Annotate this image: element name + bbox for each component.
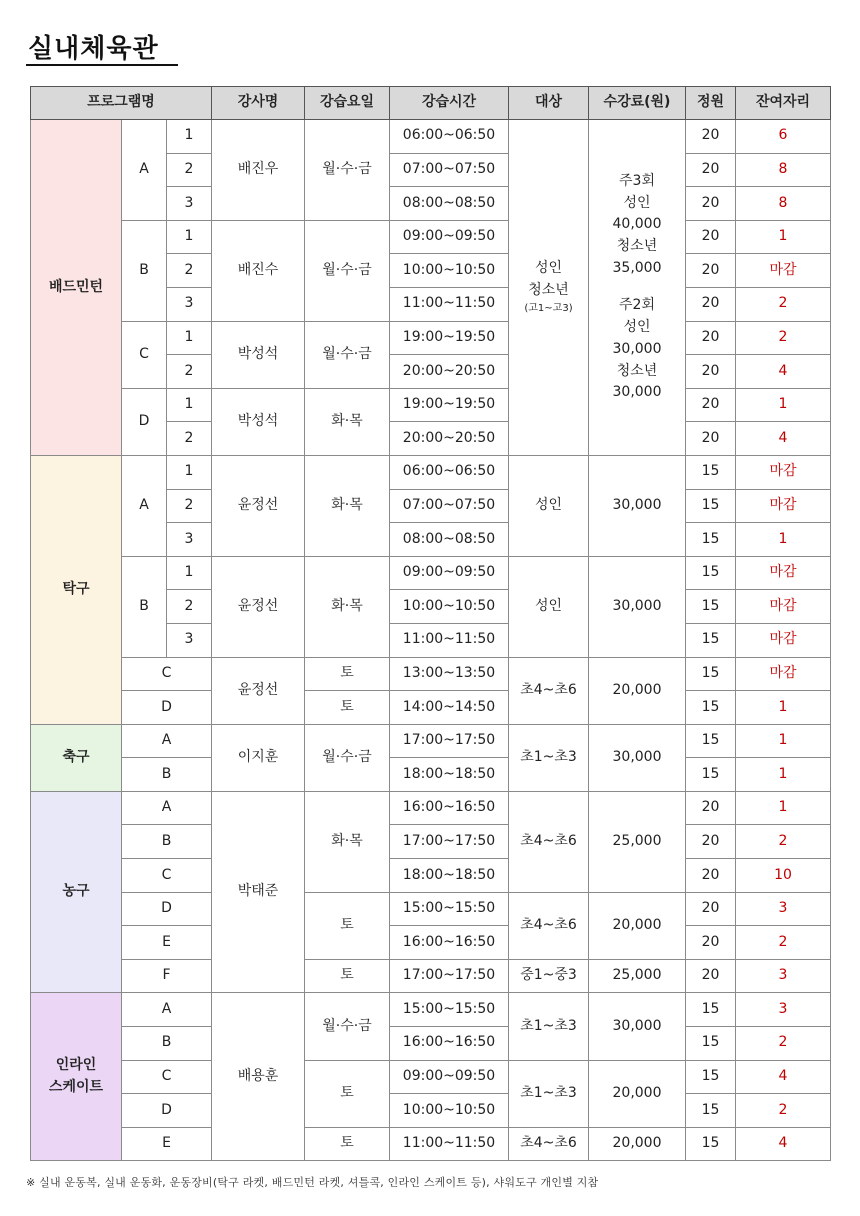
capacity: 15	[686, 590, 736, 624]
class-label: D	[122, 892, 212, 926]
session-no: 2	[167, 422, 212, 456]
header-time: 강습시간	[390, 87, 509, 120]
target: 초1~초3	[509, 1060, 589, 1127]
days: 토	[305, 959, 390, 993]
days: 월·수·금	[305, 120, 390, 221]
remaining: 2	[736, 321, 831, 355]
remaining: 2	[736, 825, 831, 859]
table-row	[31, 724, 831, 758]
capacity: 20	[686, 120, 736, 154]
fee-line: 30,000	[612, 340, 662, 357]
class-label: C	[122, 1060, 212, 1094]
remaining: 8	[736, 153, 831, 187]
remaining: 4	[736, 355, 831, 389]
target: 초1~초3	[509, 993, 589, 1060]
fee-line: 주3회	[619, 173, 655, 190]
time: 18:00~18:50	[390, 758, 509, 792]
table-row	[31, 791, 831, 825]
days: 화·목	[305, 556, 390, 657]
class-label: A	[122, 724, 212, 758]
class-label: E	[122, 1127, 212, 1161]
target: 초4~초6	[509, 791, 589, 892]
instructor: 윤정선	[212, 657, 305, 724]
time: 11:00~11:50	[390, 623, 509, 657]
sport-tabletennis: 탁구	[31, 455, 122, 724]
remaining: 2	[736, 926, 831, 960]
class-label: B	[122, 1027, 212, 1061]
session-no: 2	[167, 489, 212, 523]
page-title: 실내체육관	[28, 34, 159, 64]
class-label: D	[122, 691, 212, 725]
fee-line: 성인	[623, 194, 651, 211]
title-underline	[26, 64, 178, 66]
capacity: 15	[686, 724, 736, 758]
class-label: A	[122, 455, 167, 556]
fee: 25,000	[589, 791, 686, 892]
time: 17:00~17:50	[390, 959, 509, 993]
capacity: 20	[686, 926, 736, 960]
fee: 20,000	[589, 892, 686, 959]
table-row	[31, 1060, 831, 1094]
days: 월·수·금	[305, 321, 390, 388]
session-no: 1	[167, 388, 212, 422]
fee-line: 청소년	[616, 362, 658, 379]
session-no: 2	[167, 153, 212, 187]
fee	[589, 120, 686, 456]
instructor: 윤정선	[212, 556, 305, 657]
target-line: 성인	[534, 260, 563, 277]
table-row	[31, 825, 831, 859]
fee: 20,000	[589, 1127, 686, 1161]
table-row	[31, 321, 831, 355]
class-label: B	[122, 220, 167, 321]
capacity: 15	[686, 1094, 736, 1128]
sport-basketball: 농구	[31, 791, 122, 993]
target: 초4~초6	[509, 1127, 589, 1161]
days: 화·목	[305, 791, 390, 892]
session-no: 1	[167, 321, 212, 355]
remaining: 마감	[736, 556, 831, 590]
time: 10:00~10:50	[390, 1094, 509, 1128]
table-row	[31, 220, 831, 254]
table-row	[31, 388, 831, 422]
table-row	[31, 926, 831, 960]
capacity: 20	[686, 220, 736, 254]
time: 10:00~10:50	[390, 590, 509, 624]
remaining: 2	[736, 1027, 831, 1061]
capacity: 15	[686, 556, 736, 590]
time: 19:00~19:50	[390, 388, 509, 422]
time: 07:00~07:50	[390, 489, 509, 523]
time: 09:00~09:50	[390, 1060, 509, 1094]
class-label: E	[122, 926, 212, 960]
header-days: 강습요일	[305, 87, 390, 120]
instructor: 배용훈	[212, 993, 305, 1161]
instructor: 박성석	[212, 388, 305, 455]
capacity: 20	[686, 791, 736, 825]
class-label: C	[122, 321, 167, 388]
capacity: 20	[686, 892, 736, 926]
capacity: 15	[686, 523, 736, 557]
capacity: 20	[686, 388, 736, 422]
table-row	[31, 120, 831, 154]
fee: 30,000	[589, 724, 686, 791]
fee-line: 40,000	[612, 216, 662, 233]
capacity: 15	[686, 1127, 736, 1161]
table-row	[31, 859, 831, 893]
session-no: 1	[167, 455, 212, 489]
time: 08:00~08:50	[390, 523, 509, 557]
fee-line: 청소년	[616, 238, 658, 255]
table-row	[31, 1127, 831, 1161]
fee: 30,000	[589, 455, 686, 556]
time: 06:00~06:50	[390, 120, 509, 154]
fee-spacer	[589, 279, 685, 295]
remaining: 1	[736, 220, 831, 254]
table-row	[31, 993, 831, 1027]
target: 초4~초6	[509, 892, 589, 959]
footnote: ※ 실내 운동복, 실내 운동화, 운동장비(탁구 라켓, 배드민턴 라켓, 셔틀콕, 인라인 스케이트 등), 샤워도구 개인별 지참	[26, 1176, 599, 1189]
capacity: 20	[686, 859, 736, 893]
target: 성인	[509, 455, 589, 556]
capacity: 20	[686, 422, 736, 456]
days: 월·수·금	[305, 993, 390, 1060]
table-row	[31, 758, 831, 792]
days: 화·목	[305, 388, 390, 455]
sport-skate	[31, 993, 122, 1161]
instructor: 배진수	[212, 220, 305, 321]
days: 토	[305, 892, 390, 959]
remaining: 마감	[736, 254, 831, 288]
class-label: C	[122, 859, 212, 893]
sport-badminton: 배드민턴	[31, 120, 122, 456]
time: 16:00~16:50	[390, 926, 509, 960]
session-no: 3	[167, 523, 212, 557]
time: 16:00~16:50	[390, 1027, 509, 1061]
target: 초1~초3	[509, 724, 589, 791]
capacity: 15	[686, 489, 736, 523]
class-label: B	[122, 758, 212, 792]
remaining: 마감	[736, 623, 831, 657]
remaining: 마감	[736, 657, 831, 691]
table-row	[31, 1027, 831, 1061]
capacity: 15	[686, 993, 736, 1027]
fee-line: 35,000	[612, 259, 662, 276]
header-target: 대상	[509, 87, 589, 120]
capacity: 20	[686, 825, 736, 859]
class-label: B	[122, 825, 212, 859]
target-line: (고1~고3)	[524, 303, 573, 315]
time: 20:00~20:50	[390, 355, 509, 389]
class-label: C	[122, 657, 212, 691]
class-label: A	[122, 993, 212, 1027]
time: 17:00~17:50	[390, 724, 509, 758]
header-fee: 수강료(원)	[589, 87, 686, 120]
capacity: 15	[686, 691, 736, 725]
class-label: D	[122, 1094, 212, 1128]
capacity: 15	[686, 623, 736, 657]
time: 09:00~09:50	[390, 220, 509, 254]
target-line: 청소년	[528, 281, 569, 298]
sport-skate-line: 스케이트	[48, 1078, 104, 1095]
capacity: 15	[686, 455, 736, 489]
capacity: 20	[686, 187, 736, 221]
time: 19:00~19:50	[390, 321, 509, 355]
session-no: 3	[167, 287, 212, 321]
table-row	[31, 691, 831, 725]
capacity: 15	[686, 1060, 736, 1094]
days: 월·수·금	[305, 220, 390, 321]
days: 월·수·금	[305, 724, 390, 791]
time: 07:00~07:50	[390, 153, 509, 187]
time: 06:00~06:50	[390, 455, 509, 489]
remaining: 10	[736, 859, 831, 893]
days: 토	[305, 1060, 390, 1127]
remaining: 2	[736, 1094, 831, 1128]
fee: 20,000	[589, 657, 686, 724]
remaining: 마감	[736, 489, 831, 523]
time: 18:00~18:50	[390, 859, 509, 893]
table-row	[31, 657, 831, 691]
session-no: 2	[167, 254, 212, 288]
remaining: 6	[736, 120, 831, 154]
remaining: 1	[736, 758, 831, 792]
session-no: 2	[167, 355, 212, 389]
capacity: 20	[686, 153, 736, 187]
capacity: 20	[686, 287, 736, 321]
class-label: A	[122, 120, 167, 221]
remaining: 1	[736, 388, 831, 422]
header-instructor: 강사명	[212, 87, 305, 120]
time: 15:00~15:50	[390, 892, 509, 926]
instructor: 윤정선	[212, 455, 305, 556]
fee-line: 주2회	[619, 297, 655, 314]
remaining: 마감	[736, 455, 831, 489]
session-no: 1	[167, 120, 212, 154]
fee: 20,000	[589, 1060, 686, 1127]
class-label: D	[122, 388, 167, 455]
class-label: A	[122, 791, 212, 825]
table-row	[31, 892, 831, 926]
header-row	[31, 87, 831, 120]
session-no: 2	[167, 590, 212, 624]
time: 08:00~08:50	[390, 187, 509, 221]
time: 15:00~15:50	[390, 993, 509, 1027]
time: 11:00~11:50	[390, 287, 509, 321]
remaining: 3	[736, 959, 831, 993]
instructor: 이지훈	[212, 724, 305, 791]
time: 13:00~13:50	[390, 657, 509, 691]
table-row	[31, 455, 831, 489]
remaining: 1	[736, 724, 831, 758]
instructor: 박성석	[212, 321, 305, 388]
days: 토	[305, 657, 390, 691]
table-row	[31, 556, 831, 590]
table-row	[31, 959, 831, 993]
class-label: F	[122, 959, 212, 993]
table-row	[31, 1094, 831, 1128]
remaining: 3	[736, 993, 831, 1027]
days: 화·목	[305, 455, 390, 556]
remaining: 4	[736, 1127, 831, 1161]
instructor: 배진우	[212, 120, 305, 221]
remaining: 3	[736, 892, 831, 926]
capacity: 20	[686, 254, 736, 288]
days: 토	[305, 1127, 390, 1161]
header-capacity: 정원	[686, 87, 736, 120]
capacity: 15	[686, 758, 736, 792]
time: 17:00~17:50	[390, 825, 509, 859]
remaining: 1	[736, 691, 831, 725]
remaining: 4	[736, 1060, 831, 1094]
capacity: 15	[686, 1027, 736, 1061]
target	[509, 120, 589, 456]
target: 중1~중3	[509, 959, 589, 993]
fee: 25,000	[589, 959, 686, 993]
sport-skate-line: 인라인	[55, 1057, 97, 1074]
header-program: 프로그램명	[31, 87, 212, 120]
remaining: 마감	[736, 590, 831, 624]
remaining: 8	[736, 187, 831, 221]
session-no: 1	[167, 556, 212, 590]
remaining: 1	[736, 791, 831, 825]
fee: 30,000	[589, 556, 686, 657]
session-no: 1	[167, 220, 212, 254]
schedule-table	[30, 86, 831, 1161]
target: 초4~초6	[509, 657, 589, 724]
capacity: 20	[686, 959, 736, 993]
sport-soccer: 축구	[31, 724, 122, 791]
time: 10:00~10:50	[390, 254, 509, 288]
capacity: 15	[686, 657, 736, 691]
header-remaining: 잔여자리	[736, 87, 831, 120]
fee-line: 30,000	[612, 384, 662, 401]
fee-line: 성인	[623, 319, 651, 336]
target: 성인	[509, 556, 589, 657]
remaining: 2	[736, 287, 831, 321]
time: 20:00~20:50	[390, 422, 509, 456]
remaining: 1	[736, 523, 831, 557]
remaining: 4	[736, 422, 831, 456]
days: 토	[305, 691, 390, 725]
time: 14:00~14:50	[390, 691, 509, 725]
class-label: B	[122, 556, 167, 657]
fee: 30,000	[589, 993, 686, 1060]
instructor: 박태준	[212, 791, 305, 993]
time: 09:00~09:50	[390, 556, 509, 590]
session-no: 3	[167, 187, 212, 221]
time: 11:00~11:50	[390, 1127, 509, 1161]
time: 16:00~16:50	[390, 791, 509, 825]
session-no: 3	[167, 623, 212, 657]
capacity: 20	[686, 355, 736, 389]
capacity: 20	[686, 321, 736, 355]
